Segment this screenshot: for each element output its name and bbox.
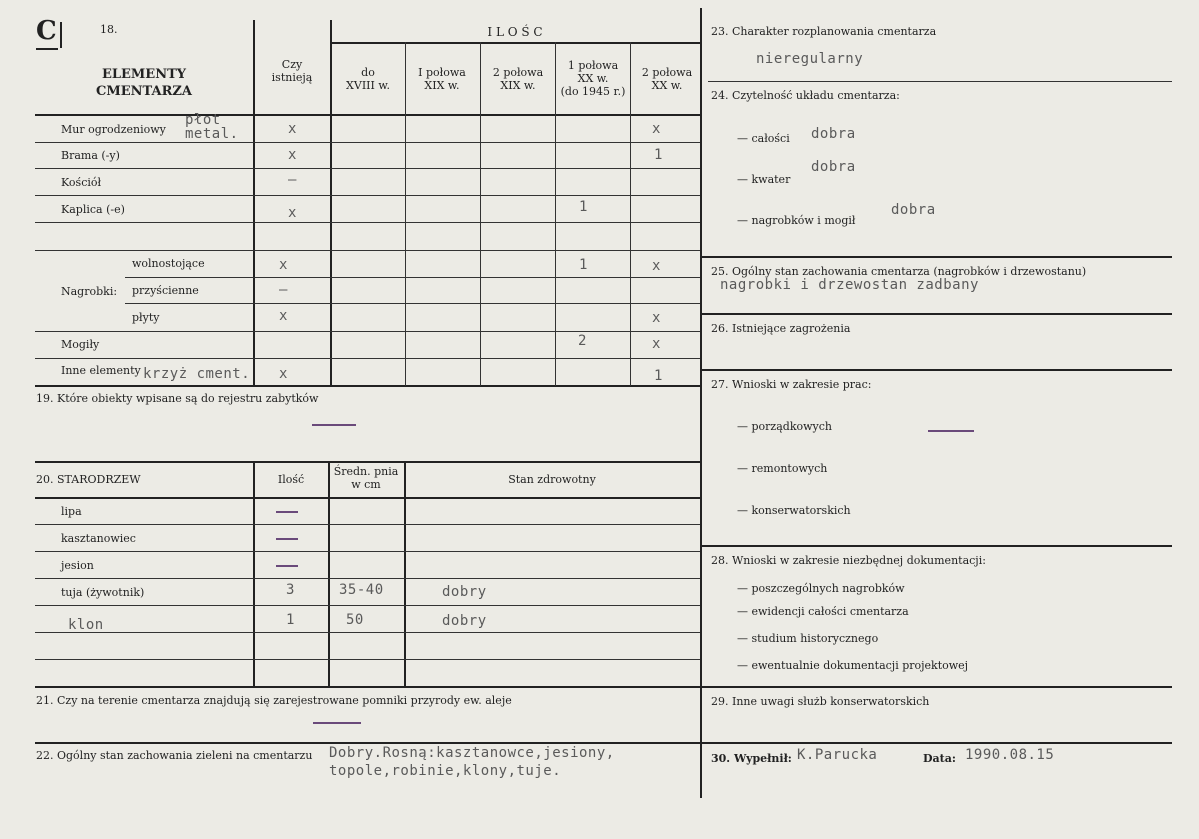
section-letter: C: [36, 16, 57, 46]
tree-name: lipa: [61, 505, 82, 518]
q28-item: — poszczególnych nagrobków: [737, 582, 905, 595]
q22-answer-line-1: Dobry.Rosną:kasztanowce,jesiony,: [329, 745, 615, 761]
q25-answer: nagrobki i drzewostan zadbany: [720, 277, 979, 293]
exists-mark: x: [288, 205, 297, 221]
dash-mark: [276, 511, 298, 513]
section-number: 18.: [100, 23, 118, 36]
q22-answer-line-2: topole,robinie,klony,tuje.: [329, 763, 562, 779]
handwritten-note: krzyż cment.: [143, 366, 251, 382]
q28-item: — ewentualnie dokumentacji projektowej: [737, 659, 969, 672]
exists-mark: x: [279, 366, 288, 382]
cell-mark: 1: [579, 257, 588, 273]
exists-mark: x: [288, 121, 297, 137]
divider: [35, 250, 700, 251]
question-19: 19. Które obiekty wpisane są do rejestru zabytków: [36, 392, 319, 405]
row-label: płyty: [132, 311, 160, 324]
tree-name: kasztanowiec: [61, 532, 136, 545]
divider: [700, 256, 1172, 258]
divider: [405, 42, 406, 386]
divider: [35, 385, 700, 387]
dash-mark: [276, 538, 298, 540]
divider: [404, 461, 406, 687]
question-25: 25. Ogólny stan zachowania cmentarza (nagrobków i drzewostanu): [711, 265, 1087, 278]
row-label: Mogiły: [61, 338, 100, 351]
question-23: 23. Charakter rozplanowania cmentarza: [711, 25, 937, 38]
trees-header: 20. STARODRZEW: [36, 473, 141, 486]
row-label: przyścienne: [132, 284, 199, 297]
tree-state: dobry: [442, 584, 487, 600]
divider: [630, 42, 631, 386]
divider: [700, 313, 1172, 315]
col-header-3: 2 połowa XIX w.: [492, 66, 544, 92]
divider: [35, 524, 700, 525]
date-label: Data:: [923, 752, 956, 765]
divider: [35, 331, 700, 332]
handwritten-note: płot metal.: [185, 112, 239, 142]
q24-value: dobra: [811, 159, 856, 175]
q24-item: — całości: [737, 132, 790, 145]
col-header-2: I połowa XIX w.: [418, 66, 466, 92]
row-group-label: Nagrobki:: [61, 285, 118, 298]
trees-diam-header: Średn. pnia w cm: [333, 465, 399, 491]
divider: [700, 545, 1172, 547]
divider: [700, 742, 1172, 744]
divider: [35, 142, 700, 143]
divider: [35, 632, 700, 633]
divider: [35, 742, 700, 744]
divider: [330, 42, 700, 44]
q27-item: — porządkowych: [737, 420, 832, 433]
row-label: Inne elementy: [61, 364, 141, 377]
question-27: 27. Wnioski w zakresie prac:: [711, 378, 872, 391]
divider: [708, 81, 1172, 82]
dash-mark: [313, 722, 361, 724]
divider: [35, 578, 700, 579]
divider: [125, 277, 700, 278]
exists-mark: –: [288, 172, 297, 188]
divider: [60, 22, 62, 48]
divider: [35, 686, 700, 688]
center-divider: [700, 8, 702, 798]
filled-by-name: K.Parucka: [797, 747, 878, 763]
divider: [35, 497, 700, 499]
q23-answer: nieregularny: [756, 51, 864, 67]
cell-mark: x: [652, 336, 661, 352]
q28-item: — studium historycznego: [737, 632, 879, 645]
divider: [700, 369, 1172, 371]
divider: [35, 195, 700, 196]
q24-value: dobra: [891, 202, 936, 218]
col-header-1: do XVIII w.: [346, 66, 390, 92]
exists-mark: x: [279, 308, 288, 324]
q28-item: — ewidencji całości cmentarza: [737, 605, 909, 618]
question-28: 28. Wnioski w zakresie niezbędnej dokumentacji:: [711, 554, 986, 567]
tree-name: klon: [68, 617, 104, 633]
tree-state: dobry: [442, 613, 487, 629]
q27-item: — konserwatorskich: [737, 504, 851, 517]
exists-mark: x: [279, 257, 288, 273]
divider: [35, 659, 700, 660]
elements-title: ELEMENTY CMENTARZA: [96, 67, 192, 99]
tree-diam: 50: [346, 612, 364, 628]
divider: [480, 42, 481, 386]
cell-mark: x: [652, 310, 661, 326]
filled-by-label: 30. Wypełnił:: [711, 752, 792, 765]
q24-item: — nagrobków i mogił: [737, 214, 856, 227]
cell-mark: x: [652, 121, 661, 137]
row-label: wolnostojące: [132, 257, 205, 270]
divider: [125, 303, 700, 304]
date-value: 1990.08.15: [965, 747, 1055, 763]
divider: [555, 42, 556, 386]
divider: [35, 461, 700, 463]
divider: [35, 168, 700, 169]
dash-mark: [276, 565, 298, 567]
trees-state-header: Stan zdrowotny: [508, 473, 596, 486]
question-22: 22. Ogólny stan zachowania zieleni na cmentarzu: [36, 749, 313, 762]
row-label: Kaplica (-e): [61, 203, 125, 216]
divider: [700, 686, 1172, 688]
divider: [35, 222, 700, 223]
row-label: Mur ogrodzeniowy: [61, 123, 166, 136]
tree-name: tuja (żywotnik): [61, 586, 145, 599]
divider: [35, 605, 700, 606]
q24-item: — kwater: [737, 173, 791, 186]
divider: [35, 358, 700, 359]
question-29: 29. Inne uwagi służb konserwatorskich: [711, 695, 930, 708]
tree-count: 3: [286, 582, 295, 598]
row-label: Brama (-y): [61, 149, 120, 162]
cell-mark: 1: [579, 199, 588, 215]
exists-mark: –: [279, 282, 288, 298]
tree-name: jesion: [61, 559, 94, 572]
divider: [328, 461, 330, 687]
quantity-header: I L O Ś C: [487, 25, 543, 39]
tree-count: 1: [286, 612, 295, 628]
divider: [35, 114, 700, 116]
col-header-5: 2 połowa XX w.: [641, 66, 693, 92]
row-label: Kościół: [61, 176, 102, 189]
cell-mark: 1: [654, 368, 663, 384]
trees-count-header: Ilość: [277, 473, 305, 486]
exists-mark: x: [288, 147, 297, 163]
cell-mark: 1: [654, 147, 663, 163]
dash-mark: [928, 430, 974, 432]
question-24: 24. Czytelność układu cmentarza:: [711, 89, 900, 102]
cell-mark: x: [652, 258, 661, 274]
dash-mark: [312, 424, 356, 426]
underline: [36, 48, 58, 50]
divider: [35, 551, 700, 552]
exists-header: Czy istnieją: [271, 58, 313, 84]
tree-diam: 35-40: [339, 582, 384, 598]
question-21: 21. Czy na terenie cmentarza znajdują się zarejestrowane pomniki przyrody ew. aleje: [36, 694, 512, 707]
col-header-4: 1 połowa XX w. (do 1945 r.): [560, 59, 626, 98]
divider: [253, 461, 255, 687]
q27-item: — remontowych: [737, 462, 828, 475]
cell-mark: 2: [578, 333, 587, 349]
q24-value: dobra: [811, 126, 856, 142]
question-26: 26. Istniejące zagrożenia: [711, 322, 851, 335]
